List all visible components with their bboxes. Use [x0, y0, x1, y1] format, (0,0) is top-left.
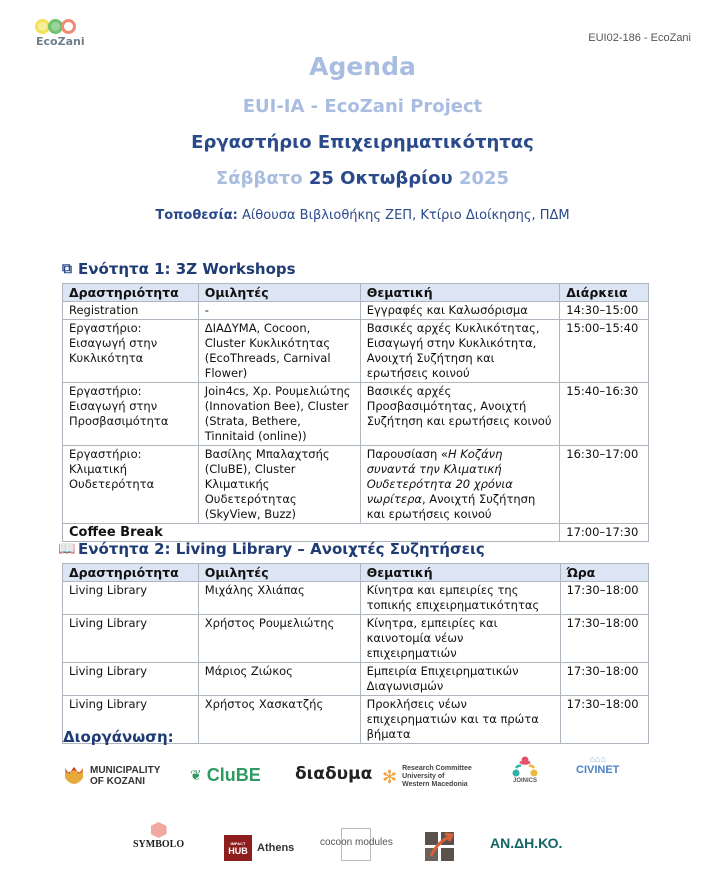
workshop-title: Εργαστήριο Επιχειρηματικότητας [191, 132, 534, 153]
city-skyline-icon: ⌂⌂⌂ [589, 754, 606, 764]
logo-text: EcoZani [36, 35, 85, 48]
cell-speakers: Βασίλης Μπαλαχτσής (CluBE), Cluster Κλιματικής Ουδετερότητας (SkyView, Buzz) [198, 446, 360, 524]
clube-text: CluBE [206, 765, 261, 785]
cell-time: 17:30–18:00 [560, 582, 648, 615]
cocoon-modules-logo [320, 832, 393, 850]
section-2-title [58, 540, 485, 558]
cell-time: 17:30–18:00 [560, 615, 648, 663]
andiko-logo [490, 835, 562, 851]
table-row [63, 615, 649, 663]
table-row [63, 663, 649, 696]
project-title: EUI-IA - EcoZani Project [242, 96, 483, 117]
hub-text: HUB [228, 845, 248, 856]
cell-activity: Living Library [63, 663, 199, 696]
cell-topic: Κίνητρα, εμπειρίες και καινοτομία νέων επιχειρηματιών [360, 615, 560, 663]
topic-italic: Η Κοζάνη συναντά την Κλιματική Ουδετερότητα 20 χρόνια νωρίτερα [366, 447, 513, 506]
cell-activity: Living Library [63, 615, 199, 663]
kozani-emblem-icon [63, 764, 85, 788]
book-icon: 📖 [58, 541, 76, 557]
organizers-title: Διοργάνωση: [63, 728, 174, 746]
civinet-logo [576, 754, 619, 776]
cocoon-text: cocoon modules [320, 837, 393, 848]
copy-icon: ⧉ [62, 261, 72, 277]
event-day-month: 25 Οκτωβρίου [308, 168, 453, 189]
coffee-break-time: 17:00–17:30 [560, 524, 649, 542]
cell-topic: Προκλήσεις νέων επιχειρηματιών και τα πρώτα βήματα [360, 696, 560, 744]
symbolo-logo [133, 822, 184, 850]
cell-speakers: Join4cs, Χρ. Ρουμελιώτης (Innovation Bee), Cluster (Strata, Bethere, Tinnitaid (online)) [198, 383, 360, 446]
cell-time: 15:40–16:30 [560, 383, 649, 446]
symbolo-text: SYMBOLO [133, 839, 185, 850]
rc-line1: Research Committee [402, 765, 472, 772]
cell-activity: Εργαστήριο: Εισαγωγή στην Κυκλικότητα [63, 320, 199, 383]
impact-hub-box [224, 835, 252, 861]
knot-icon: ✻ [382, 766, 398, 787]
document-id: EUI02-186 - EcoZani [588, 32, 691, 44]
hexagon-icon [151, 822, 167, 838]
leaf-icon: ❦ [190, 767, 202, 783]
cell-speakers: ΔΙΑΔΥΜΑ, Cocoon, Cluster Κυκλικότητας (EcoThreads, Carnival Flower) [198, 320, 360, 383]
diaduma-logo [295, 764, 372, 784]
coffee-break-label: Coffee Break [63, 524, 560, 542]
cell-activity: Εργαστήριο: Κλιματική Ουδετερότητα [63, 446, 199, 524]
cell-topic [360, 446, 560, 524]
cell-topic: Βασικές αρχές Κυκλικότητας, Εισαγωγή στην Κυκλικότητα, Ανοιχτή Συζήτηση και ερωτήσεις κοινού [360, 320, 560, 383]
civinet-text: CIVINET [576, 764, 620, 776]
living-library-table [62, 563, 649, 744]
table-row [63, 582, 649, 615]
cell-activity: Εργαστήριο: Εισαγωγή στην Προσβασιμότητα [63, 383, 199, 446]
section-1-title [58, 260, 296, 278]
cell-speakers: Μιχάλης Χλιάπας [198, 582, 360, 615]
event-year: 2025 [458, 168, 510, 189]
header-topic: Θεματική [360, 284, 560, 302]
coffee-break-row [63, 524, 649, 542]
table-row [63, 383, 649, 446]
arrow-squares-icon [425, 832, 455, 862]
cell-speakers: - [198, 302, 360, 320]
cell-topic: Εγγραφές και Καλωσόρισμα [360, 302, 560, 320]
impact-hub-logo [224, 835, 294, 861]
table-row [63, 446, 649, 524]
header-activity: Δραστηριότητα [63, 564, 199, 582]
header-speakers: Ομιλητές [198, 284, 360, 302]
arrow-squares-logo [425, 832, 455, 862]
header-time: Ώρα [560, 564, 648, 582]
topic-prefix: Παρουσίαση « [366, 447, 448, 461]
joinics-logo [512, 756, 538, 784]
workshops-table [62, 283, 649, 542]
cell-activity: Living Library [63, 696, 199, 744]
header-duration: Διάρκεια [560, 284, 649, 302]
rc-line3: Western Macedonia [402, 781, 468, 788]
event-location [0, 208, 725, 223]
event-day: Σάββατο [215, 168, 303, 189]
topic-suffix: , Ανοιχτή Συζήτηση και ερωτήσεις κοινού [366, 492, 536, 521]
cell-activity: Living Library [63, 582, 199, 615]
kozani-line1: MUNICIPALITY [90, 765, 161, 776]
cell-time: 17:30–18:00 [560, 663, 648, 696]
joinics-people-icon [512, 756, 538, 778]
cell-speakers: Χρήστος Ρουμελιώτης [198, 615, 360, 663]
table-header-row [63, 564, 649, 582]
impact-text: IMPACT [230, 840, 246, 846]
cell-time: 14:30–15:00 [560, 302, 649, 320]
table-header-row [63, 284, 649, 302]
table-row [63, 302, 649, 320]
header-speakers: Ομιλητές [198, 564, 360, 582]
cell-time: 17:30–18:00 [560, 696, 648, 744]
ecozani-logo [36, 18, 85, 48]
diaduma-text: διαδυμα [295, 764, 373, 784]
section-2-title-text: Ενότητα 2: Living Library – Ανοιχτές Συζητήσεις [78, 540, 485, 558]
kozani-line2: OF KOZANI [90, 776, 145, 787]
municipality-kozani-logo [63, 764, 160, 788]
location-label: Τοποθεσία: [155, 208, 238, 223]
event-date [0, 168, 725, 189]
cell-speakers: Χρήστος Χασκατζής [198, 696, 360, 744]
cell-time: 15:00–15:40 [560, 320, 649, 383]
cell-time: 16:30–17:00 [560, 446, 649, 524]
andiko-text: AN.ΔΗ.ΚΟ. [490, 835, 563, 851]
logo-circles-icon [36, 18, 76, 34]
joinics-text: JOINICS [512, 778, 537, 784]
section-1-title-text: Ενότητα 1: 3Z Workshops [78, 260, 296, 278]
athens-text: Athens [257, 842, 295, 854]
research-committee-logo [382, 765, 472, 789]
rc-line2: University of [402, 773, 445, 780]
page-title: Agenda [309, 52, 416, 81]
header-activity: Δραστηριότητα [63, 284, 199, 302]
table-row [63, 320, 649, 383]
location-value: Αίθουσα Βιβλιοθήκης ΖΕΠ, Κτίριο Διοίκησης, ΠΔΜ [242, 208, 570, 223]
cell-topic: Εμπειρία Επιχειρηματικών Διαγωνισμών [360, 663, 560, 696]
cell-speakers: Μάριος Ζιώκος [198, 663, 360, 696]
clube-logo [190, 765, 261, 786]
header-topic: Θεματική [360, 564, 560, 582]
cell-topic: Κίνητρα και εμπειρίες της τοπικής επιχειρηματικότητας [360, 582, 560, 615]
cell-topic: Βασικές αρχές Προσβασιμότητας, Ανοιχτή Συζήτηση και ερωτήσεις κοινού [360, 383, 560, 446]
cell-activity: Registration [63, 302, 199, 320]
